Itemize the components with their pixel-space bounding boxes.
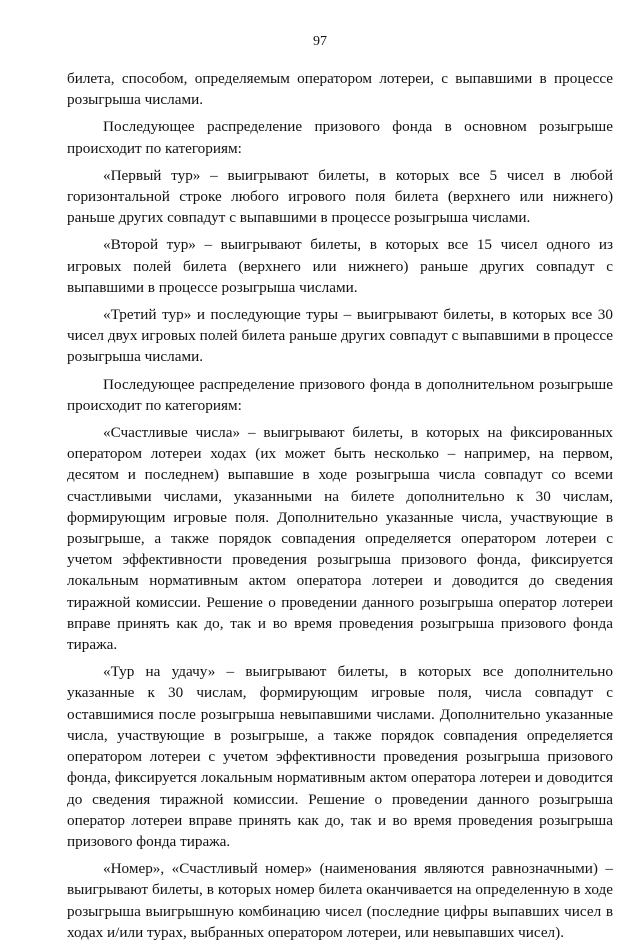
paragraph-main-draw-intro: Последующее распределение призового фонда в основном розыгрыше происходит по категориям: [67, 118, 613, 157]
paragraph-first-round: «Первый тур» – выигрывают билеты, в которых все 5 чисел в любой горизонтальной строке любого игрового поля билета (верхнего или нижнего) раньше других совпадут с выпавшими в процессе розыгрыша числами. [67, 166, 613, 227]
paragraph-lucky-round: «Тур на удачу» – выигрывают билеты, в которых все дополнительно указанные к 30 числам, формирующим игровые поля, числа совпадут с оставшимися после розыгрыша невыпавшими числами. Дополнительно указанные числа, участвующие в розыгрыше, а также порядок совпадения определяется оператором лотереи с учетом эффективности проведения розыгрыша призового фонда, фиксируется локальным нормативным актом оператора лотереи и доводится до сведения тиражной комиссии. Решение о проведении данного розыгрыша оператор лотереи вправе принять как до, так и во время проведения розыгрыша призового фонда тиража. [67, 663, 613, 850]
paragraph-lucky-numbers: «Счастливые числа» – выигрывают билеты, в которых на фиксированных оператором лотереи ходах (их может быть несколько – например, на первом, десятом и последнем) выпавшие в ходе розыгрыша числа совпадут со всеми счастливыми числами, указанными на билете дополнительно к 30 числам, формирующим игровые поля. Дополнительно указанные числа, участвующие в розыгрыше, а также порядок совпадения определяется оператором лотереи с учетом эффективности проведения розыгрыша призового фонда, фиксируется локальным нормативным актом оператора лотереи и доводится до сведения тиражной комиссии. Решение о проведении данного розыгрыша оператор лотереи вправе принять как до, так и во время проведения розыгрыша призового фонда тиража. [67, 424, 613, 654]
paragraph-lucky-ticket-number: «Номер», «Счастливый номер» (наименования являются равнозначными) – выигрывают билеты, в которых номер билета оканчивается на определенную в ходе розыгрыша выигрышную комбинацию чисел (последние цифры выпавших чисел в ходах и/или турах, выбранных оператором лотереи, или невыпавших чисел). [67, 860, 613, 941]
paragraph-continuation: билета, способом, определяемым оператором лотереи, с выпавшими в процессе розыгрыша числами. [67, 70, 613, 109]
paragraph-second-round: «Второй тур» – выигрывают билеты, в которых все 15 чисел одного из игровых полей билета (верхнего или нижнего) раньше других совпадут с выпавшими в процессе розыгрыша числами. [67, 236, 613, 296]
paragraph-third-round: «Третий тур» и последующие туры – выигрывают билеты, в которых все 30 чисел двух игровых полей билета раньше других совпадут с выпавшими в процессе розыгрыша числами. [67, 306, 613, 366]
document-body [67, 68, 613, 943]
page-number: 97 [313, 34, 327, 49]
paragraph-additional-draw-intro: Последующее распределение призового фонда в дополнительном розыгрыше происходит по категориям: [67, 375, 613, 414]
